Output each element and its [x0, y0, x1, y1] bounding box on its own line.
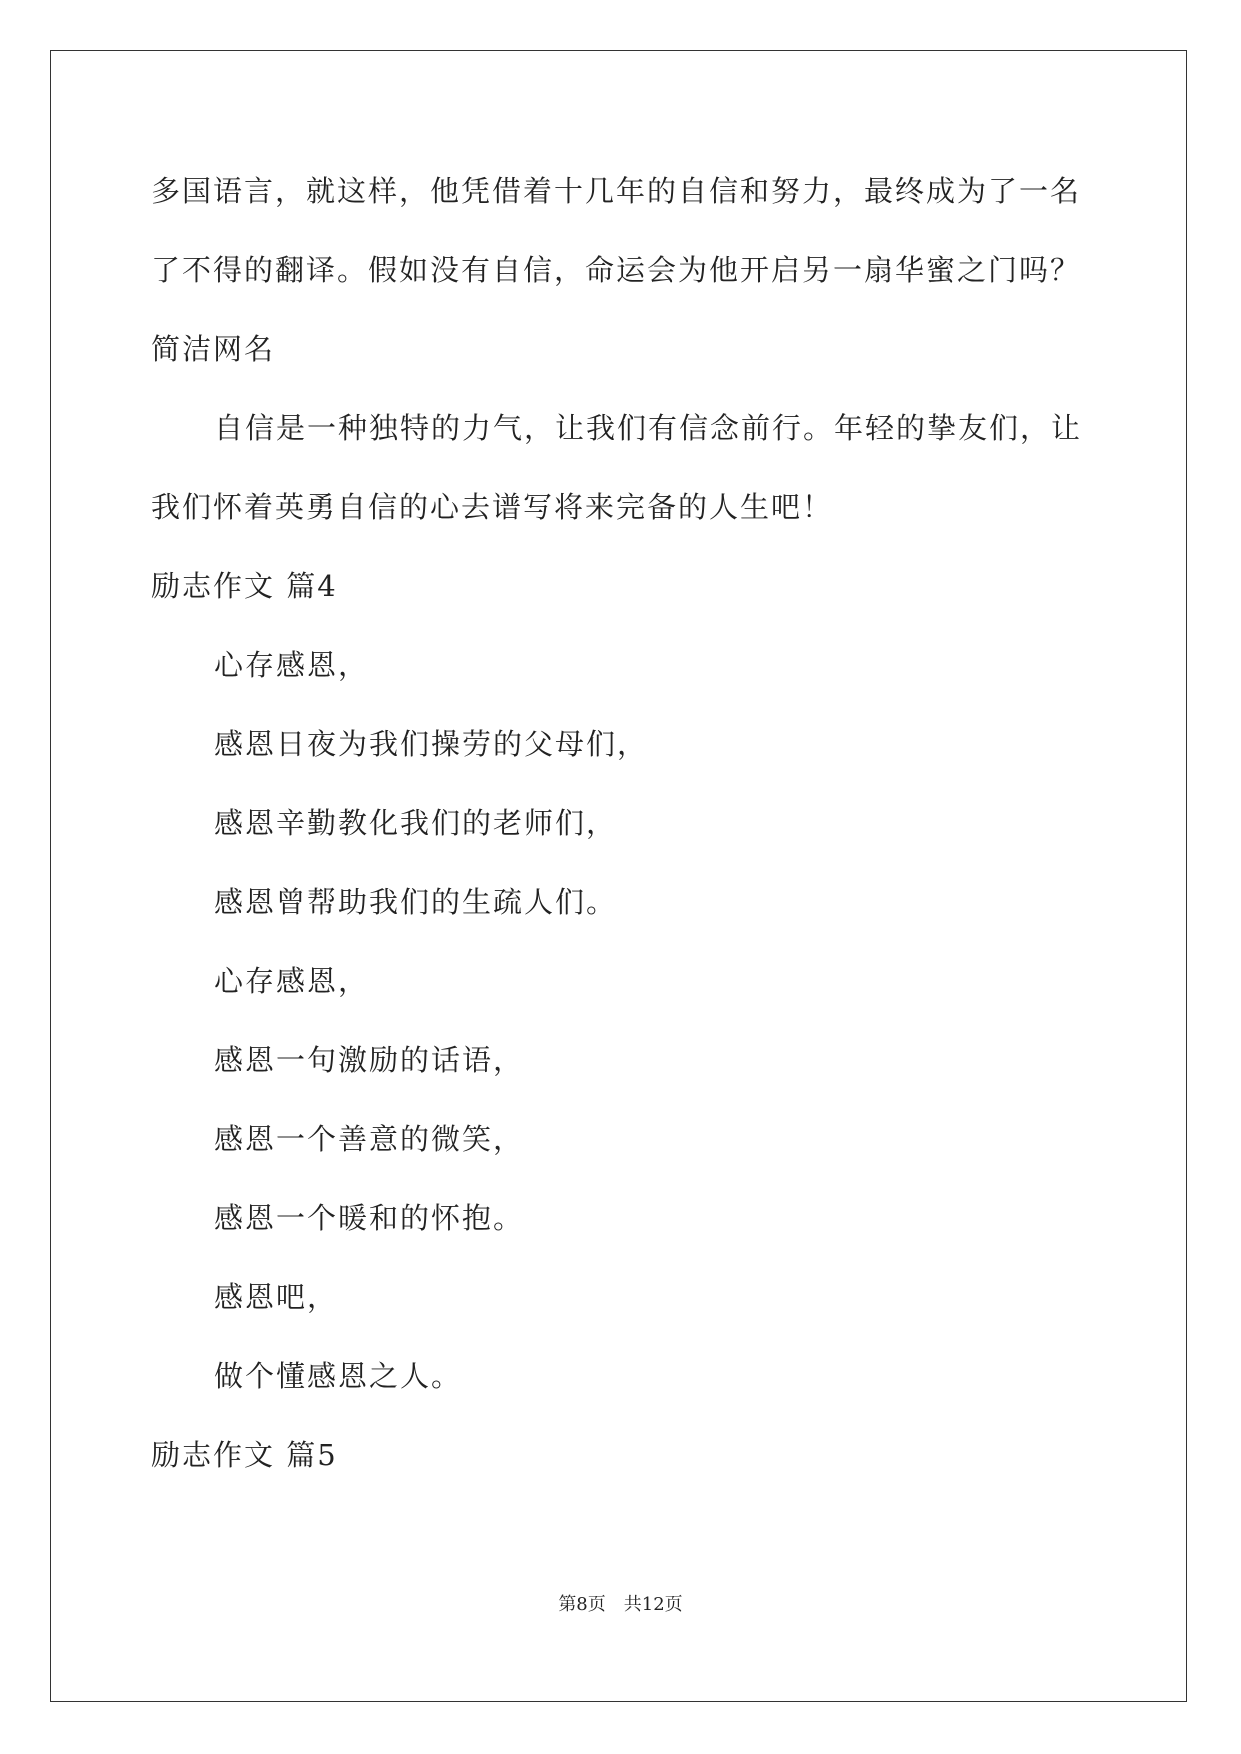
poem-line: 做个懂感恩之人。	[214, 1359, 463, 1393]
poem-line: 心存感恩，	[214, 648, 370, 682]
poem-line: 心存感恩，	[214, 964, 370, 998]
poem-line: 感恩一个善意的微笑，	[214, 1122, 525, 1156]
text-line: 多国语言，就这样，他凭借着十几年的自信和努力，最终成为了一名	[151, 174, 1082, 208]
poem-line: 感恩一句激励的话语，	[214, 1043, 525, 1077]
poem-line: 感恩辛勤教化我们的老师们，	[214, 806, 618, 840]
text-line: 我们怀着英勇自信的心去谱写将来完备的人生吧！	[151, 490, 834, 524]
poem-line: 感恩一个暖和的怀抱。	[214, 1201, 525, 1235]
section-heading: 励志作文 篇4	[151, 569, 338, 603]
page-number-footer: 第8页 共12页	[558, 1594, 683, 1615]
text-line: 了不得的翻译。假如没有自信，命运会为他开启另一扇华蜜之门吗？	[151, 253, 1082, 287]
poem-line: 感恩日夜为我们操劳的父母们，	[214, 727, 649, 761]
poem-line: 感恩曾帮助我们的生疏人们。	[214, 885, 618, 919]
poem-line: 感恩吧，	[214, 1280, 339, 1314]
paragraph-line: 自信是一种独特的力气，让我们有信念前行。年轻的挚友们，让	[214, 411, 1083, 445]
section-heading: 励志作文 篇5	[151, 1438, 338, 1472]
text-line: 简洁网名	[151, 332, 276, 366]
